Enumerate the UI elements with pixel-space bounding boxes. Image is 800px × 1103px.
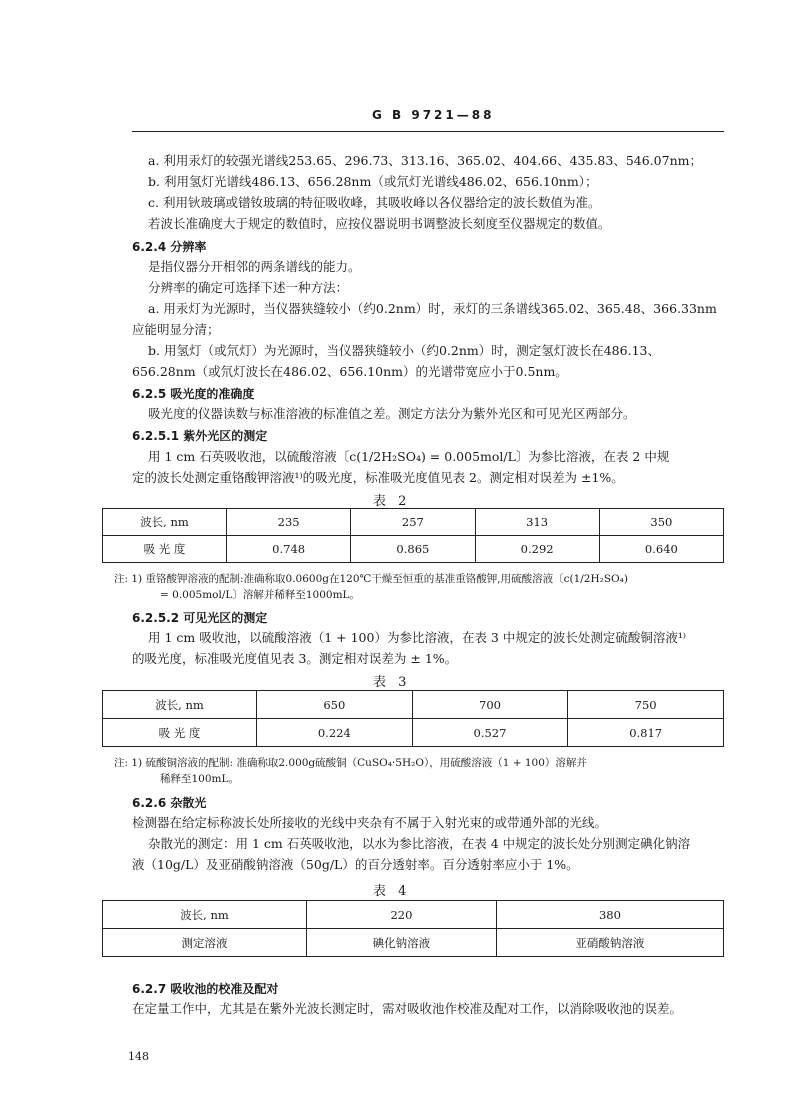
- text-line: 是指仪器分开相邻的两条谱线的能力。: [148, 259, 361, 274]
- section-heading-6-2-4: 6.2.4 分辨率: [132, 240, 207, 254]
- section-heading-6-2-6: 6.2.6 杂散光: [132, 796, 207, 810]
- section-heading-6-2-5: 6.2.5 吸光度的准确度: [132, 387, 255, 401]
- text-line: b. 利用氢灯光谱线486.13、656.28nm（或氘灯光谱线486.02、656.10nm）；: [148, 174, 598, 189]
- text-line: 液（10g/L）及亚硝酸钠溶液（50g/L）的百分透射率。百分透射率应小于 1%。: [132, 857, 579, 872]
- table-4-row-label: 测定溶液: [103, 929, 307, 957]
- table-2-cell: 0.748: [227, 536, 351, 563]
- table-4-cell: 亚硝酸钠溶液: [496, 929, 723, 957]
- text-line: 用 1 cm 石英吸收池，以硫酸溶液〔c(1/2H₂SO₄) = 0.005mol/L〕为参比溶液，在表 2 中规: [148, 449, 670, 464]
- text-line: 用 1 cm 吸收池，以硫酸溶液（1 + 100）为参比溶液，在表 3 中规定的波长处测定硫酸铜溶液¹⁾: [148, 630, 686, 645]
- table-4-cell: 220: [307, 901, 497, 929]
- text-line: 若波长准确度大于规定的数值时，应按仪器说明书调整波长刻度至仪器规定的数值。: [148, 216, 611, 231]
- text-line: 的吸光度，标准吸光度值见表 3。测定相对误差为 ± 1%。: [132, 651, 458, 666]
- table-4-cell: 380: [496, 901, 723, 929]
- text-line: 定的波长处测定重铬酸钾溶液¹⁾的吸光度，标准吸光度值见表 2。测定相对误差为 ±1%。: [132, 470, 624, 485]
- table-2-cell: 0.292: [475, 536, 599, 563]
- table-2-caption: 表 2: [373, 494, 411, 509]
- text-line: 在定量工作中，尤其是在紫外光波长测定时，需对吸收池作校准及配对工作，以消除吸收池的误差。: [132, 1001, 683, 1016]
- table-2: [102, 508, 724, 563]
- table-3-note: 稀释至100mL。: [160, 773, 239, 785]
- text-line: c. 利用钬玻璃或镨钕玻璃的特征吸收峰，其吸收峰以各仪器给定的波长数值为准。: [148, 195, 601, 210]
- table-3-cell: 0.527: [412, 719, 568, 747]
- table-2-cell: 257: [351, 509, 475, 536]
- table-3: [102, 690, 724, 747]
- table-2-row-label: 波长, nm: [103, 509, 227, 536]
- text-line: 656.28nm（或氘灯波长在486.02、656.10nm）的光谱带宽应小于0.5nm。: [132, 364, 568, 379]
- table-4-caption: 表 4: [373, 884, 411, 899]
- table-4-cell: 碘化钠溶液: [307, 929, 497, 957]
- section-heading-6-2-7: 6.2.7 吸收池的校准及配对: [132, 982, 279, 996]
- table-4-row-label: 波长, nm: [103, 901, 307, 929]
- table-3-row-label: 吸 光 度: [103, 719, 257, 747]
- table-3-cell: 750: [568, 691, 724, 719]
- table-2-cell: 0.640: [599, 536, 723, 563]
- table-3-row-label: 波长, nm: [103, 691, 257, 719]
- section-heading-6-2-5-2: 6.2.5.2 可见光区的测定: [132, 611, 268, 625]
- text-line: 吸光度的仪器读数与标准溶液的标准值之差。测定方法分为紫外光区和可见光区两部分。: [148, 406, 636, 421]
- table-3-note: 注: 1) 硫酸铜溶液的配制: 准确称取2.000g硫酸铜（CuSO₄·5H₂O），用硫酸溶液（1 + 100）溶解并: [114, 757, 587, 769]
- table-3-cell: 0.224: [257, 719, 413, 747]
- table-2-row-label: 吸 光 度: [103, 536, 227, 563]
- table-3-cell: 0.817: [568, 719, 724, 747]
- page-header-title: G B 9721—88: [372, 108, 495, 122]
- text-line: a. 用汞灯为光源时，当仪器狭缝较小（约0.2nm）时，汞灯的三条谱线365.02、365.48、366.33nm: [148, 301, 717, 316]
- table-2-cell: 350: [599, 509, 723, 536]
- table-2-cell: 235: [227, 509, 351, 536]
- table-4: [102, 900, 724, 957]
- text-line: a. 利用汞灯的较强光谱线253.65、296.73、313.16、365.02、404.66、435.83、546.07nm；: [148, 153, 702, 168]
- table-3-cell: 700: [412, 691, 568, 719]
- table-2-note: 注: 1) 重铬酸钾溶液的配制:准确称取0.0600g在120℃干燥至恒重的基准重铬酸钾,用硫酸溶液〔c(1/2H₂SO₄): [114, 573, 628, 585]
- text-line: 检测器在给定标称波长处所接收的光线中夹杂有不属于入射光束的或带通外部的光线。: [132, 815, 608, 830]
- table-3-caption: 表 3: [373, 675, 411, 690]
- text-line: 分辨率的确定可选择下述一种方法：: [148, 280, 349, 295]
- section-heading-6-2-5-1: 6.2.5.1 紫外光区的测定: [132, 429, 268, 443]
- text-line: b. 用氢灯（或氘灯）为光源时，当仪器狭缝较小（约0.2nm）时，测定氢灯波长在486.13、: [148, 343, 660, 358]
- page-number: 148: [128, 1050, 149, 1063]
- table-2-cell: 0.865: [351, 536, 475, 563]
- text-line: 应能明显分清；: [132, 322, 220, 337]
- header-rule: [132, 131, 724, 132]
- table-2-cell: 313: [475, 509, 599, 536]
- text-line: 杂散光的测定：用 1 cm 石英吸收池，以水为参比溶液，在表 4 中规定的波长处分别测定碘化钠溶: [148, 836, 691, 851]
- table-2-note: = 0.005mol/L〕溶解并稀释至1000mL。: [160, 589, 360, 601]
- table-3-cell: 650: [257, 691, 413, 719]
